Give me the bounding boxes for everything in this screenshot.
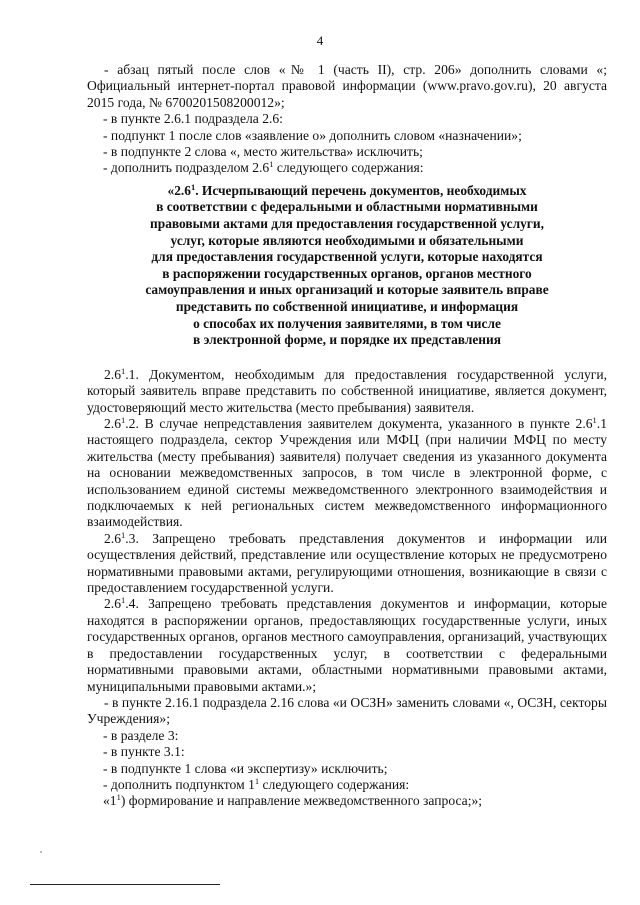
amendment-item: - дополнить подпунктом $1^1$ следующего содержания: [103,775,410,792]
amendment-item: - в подпункте 1 слова «и экспертизу» исключить; [103,760,388,776]
footer-rule [30,884,220,885]
amendment-item: «$1^1$) формирование и направление межведомственного запроса;»; [103,792,483,809]
section-paragraph-1: $2.6^1.1$. Документом, необходимым для предоставления государственной услуги, который заявитель вправе представить по собственной инициативе, является документ, удостоверяющий место жительства (место пребывания) заявителя. [87,365,607,415]
amendment-item: - дополнить подразделом $2.6^1$ следующего содержания: [103,159,424,176]
amendment-item: - в разделе 3: [103,727,179,743]
amendment-item: - в пункте 2.16.1 подраздела 2.16 слова «и ОСЗН» заменить словами «, ОСЗН, секторы Учреждения»; [87,694,607,727]
amendment-paragraph: - абзац пятый после слов «№ 1 (часть II), стр. 206» дополнить словами «; Официальный интернет-портал правовой информации (www.pravo.gov.ru), 20 августа 2015 года, № 6700201508200012»; [87,62,607,110]
section-paragraph-2: $2.6^1.2$. В случае непредставления заявителем документа, указанного в пункте $2.6^1.1$ настоящего подраздела, сектор Учреждения или МФЦ (при наличии МФЦ по месту жительства (месту пребывания) заявителя) получает сведения из указанного документа на основании межведомственных запросов, в том числе в электронной форме, с использованием единой системы межведомственного электронного взаимодействия и подключаемых к ней региональных систем межведомственного информационного взаимодействия. [87,415,607,530]
amendment-item: - в пункте 3.1: [103,744,185,760]
amendment-item: - в пункте 2.6.1 подраздела 2.6: [103,111,283,127]
scan-speck [40,851,42,853]
page-content [87,62,607,810]
section-paragraph-4: $2.6^1.4$. Запрещено требовать представления документов и информации, которые находятся в распоряжении органов, предоставляющих государственные услуги, иных государственных органов, органов местного самоуправления, организаций, участвующих в предоставлении государственных услуг, в соответствии с федеральными нормативными правовыми актами, областными нормативными правовыми актами, муниципальными правовыми актами.»; [87,595,607,694]
page-number: 4 [316,33,324,48]
section-paragraph-3: $2.6^1.3$. Запрещено требовать представления документов и информации или осуществления действий, представление или осуществление которых не предусмотрено нормативными правовыми актами, регулирующими отношения, возникающие в связи с предоставлением государственной услуги. [87,529,607,596]
amendment-item: - подпункт 1 после слов «заявление о» дополнить словом «назначении»; [103,127,522,143]
section-heading: «$2.6^1$. Исчерпывающий перечень документов, необходимых в соответствии с федеральными и областными нормативными правовыми актами для предоставления государственной услуги, услуг, которые являются необходимыми и обязательными для предоставления государственной услуги, которые находятся в распоряжении государственных органов, органов местного самоуправления и иных организаций и которые заявитель вправе представить по собственной инициативе, и информация о способах их получения заявителями, в том числе в электронной форме, и порядке их представления [145,181,549,348]
amendment-item: - в подпункте 2 слова «, место жительства» исключить; [103,144,423,160]
